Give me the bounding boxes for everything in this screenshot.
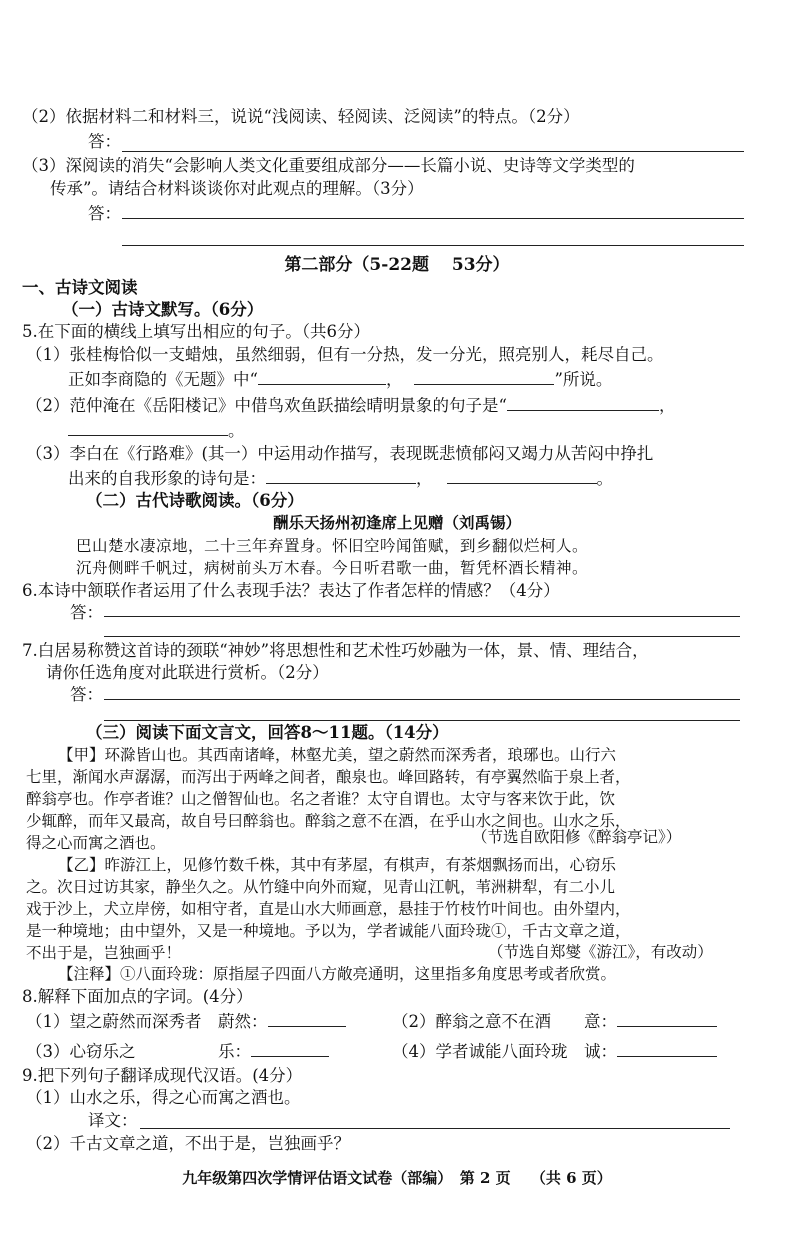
passage-yi-line1: 【乙】昨游江上，见修竹数千株，其中有茅屋，有棋声，有茶烟飘扬而出，心窃乐	[58, 856, 617, 874]
passage-jia-source: （节选自欧阳修《醉翁亭记》）	[472, 828, 682, 846]
q6-stem: 6.本诗中颔联作者运用了什么表现手法？表达了作者怎样的情感？（4分）	[22, 581, 560, 600]
q5-item1-suffix: ”所说。	[554, 370, 613, 389]
passage-yi-line3: 戏于沙上，犬立岸傍，如相守者，直是山水大师画意，悬挂于竹枝竹叶间也。由外望内，	[26, 900, 631, 918]
page-footer: 九年级第四次学情评估语文试卷（部编） 第 2 页 （共 6 页）	[182, 1169, 612, 1187]
q5-item3-line2	[68, 467, 613, 490]
q7-line2: 请你任选角度对此联进行赏析。（2分）	[46, 663, 329, 682]
fill-blank[interactable]	[258, 368, 386, 385]
q8-item3-label: （3）心窃乐之 乐：	[26, 1042, 251, 1061]
period: 。	[228, 421, 245, 440]
q9-sentence2: （2）千古文章之道，不出于是，岂独画乎？	[26, 1134, 350, 1153]
passage-jia-line5: 得之心而寓之酒也。	[26, 834, 166, 852]
q9-sentence1: （1）山水之乐，得之心而寓之酒也。	[26, 1088, 301, 1107]
answer-line	[104, 720, 740, 721]
answer-line	[104, 699, 740, 700]
q8-item3	[26, 1040, 329, 1063]
q5-item3-prefix: 出来的自我形象的诗句是：	[68, 469, 266, 488]
q9-translation-label: 译文：	[88, 1111, 138, 1130]
q8-item4-label: （4）学者诚能八面玲珑 诚：	[392, 1042, 617, 1061]
answer-line	[140, 1128, 730, 1129]
fill-blank[interactable]	[617, 1040, 717, 1057]
section1-heading: 一、古诗文阅读	[22, 278, 138, 297]
fill-blank[interactable]	[447, 467, 597, 484]
q7-answer-label: 答：	[70, 685, 103, 704]
passage-yi-line2: 之。次日过访其家，静坐久之。从竹缝中向外而窥，见青山江帆，苇洲耕犁，有二小儿	[26, 878, 616, 896]
annotation-note: 【注释】①八面玲珑：原指屋子四面八方敞亮通明，这里指多角度思考或者欣赏。	[58, 965, 617, 983]
comma: ，	[658, 396, 676, 415]
q8-item2-label: （2）醉翁之意不在酒 意：	[392, 1012, 617, 1031]
passage-jia-line4: 少辄醉，而年又最高，故自号曰醉翁也。醉翁之意不在酒，在乎山水之间也。山水之乐，	[26, 812, 631, 830]
answer-line	[104, 616, 740, 617]
q9-stem: 9.把下列句子翻译成现代汉语。(4分）	[22, 1066, 303, 1085]
q5-item1-line1: （1）张桂梅恰似一支蜡烛，虽然细弱，但有一分热，发一分光，照亮别人，耗尽自己。	[26, 345, 664, 364]
q8-stem: 8.解释下面加点的字词。(4分）	[22, 987, 253, 1006]
q7-line1: 7.白居易称赞这首诗的颈联“神妙”将思想性和艺术性巧妙融为一体，景、情、理结合，	[22, 641, 649, 660]
subsection1-heading: （一）古诗文默写。（6分）	[62, 300, 264, 319]
answer-line	[122, 151, 744, 152]
poem-line2: 沉舟侧畔千帆过，病树前头万木春。今日听君歌一曲，暂凭杯酒长精神。	[76, 559, 589, 577]
period: 。	[596, 469, 613, 488]
fill-blank[interactable]	[251, 1040, 329, 1057]
q8-item1-label: （1）望之蔚然而深秀者 蔚然：	[26, 1012, 268, 1031]
passage-jia-line3: 醉翁亭也。作亭者谁？山之僧智仙也。名之者谁？太守自谓也。太守与客来饮于此，饮	[26, 790, 616, 808]
comma: ，	[385, 370, 403, 389]
q5-item1-line2	[68, 368, 612, 391]
q8-item4	[392, 1040, 717, 1063]
q5-item2-line2	[68, 419, 245, 442]
q4-item3-answer-label: 答：	[88, 204, 121, 223]
answer-line	[122, 218, 744, 219]
q6-answer-label: 答：	[70, 603, 103, 622]
answer-line	[104, 636, 740, 637]
fill-blank[interactable]	[507, 394, 659, 411]
q8-item2	[392, 1010, 717, 1033]
q5-item3-line1: （3）李白在《行路难》(其一）中运用动作描写，表现既悲愤郁闷又竭力从苦闷中挣扎	[26, 444, 654, 463]
fill-blank[interactable]	[266, 467, 416, 484]
fill-blank[interactable]	[68, 419, 228, 436]
q4-item3-line1: （3）深阅读的消失“会影响人类文化重要组成部分——长篇小说、史诗等文学类型的	[22, 156, 635, 175]
passage-yi-source: （节选自郑燮《游江》，有改动）	[488, 943, 713, 961]
passage-yi-line4: 是一种境地；由中望外，又是一种境地。予以为，学者诚能八面玲珑①，千古文章之道，	[26, 922, 631, 940]
passage-jia-line2: 七里，渐闻水声潺潺，而泻出于两峰之间者，酿泉也。峰回路转，有亭翼然临于泉上者，	[26, 768, 631, 786]
q5-item2-line1	[26, 394, 675, 417]
part2-title: 第二部分（5-22题 53分）	[284, 255, 510, 275]
q8-item1	[26, 1010, 346, 1033]
passage-jia-line1: 【甲】环滁皆山也。其西南诸峰，林壑尤美，望之蔚然而深秀者，琅琊也。山行六	[58, 746, 617, 764]
poem-title: 酬乐天扬州初逢席上见赠（刘禹锡）	[272, 513, 521, 532]
q4-item2-answer-label: 答：	[88, 132, 121, 151]
q5-item2-prefix: （2）范仲淹在《岳阳楼记》中借鸟欢鱼跃描绘晴明景象的句子是“	[26, 396, 507, 415]
subsection3-heading: （三）阅读下面文言文，回答8～11题。（14分）	[86, 723, 449, 742]
passage-yi-line5: 不出于是，岂独画乎！	[26, 944, 182, 962]
fill-blank[interactable]	[617, 1010, 717, 1027]
fill-blank[interactable]	[414, 368, 554, 385]
poem-line1: 巴山楚水凄凉地，二十三年弃置身。怀旧空吟闻笛赋，到乡翻似烂柯人。	[76, 537, 589, 555]
q4-item3-line2: 传承”。请结合材料谈谈你对此观点的理解。（3分）	[50, 179, 424, 198]
comma: ，	[416, 469, 433, 488]
fill-blank[interactable]	[268, 1010, 346, 1027]
q5-stem: 5.在下面的横线上填写出相应的句子。（共6分）	[22, 322, 370, 341]
q5-item1-prefix: 正如李商隐的《无题》中“	[68, 370, 258, 389]
subsection2-heading: （二）古代诗歌阅读。（6分）	[86, 491, 304, 510]
q4-item2: （2）依据材料二和材料三，说说“浅阅读、轻阅读、泛阅读”的特点。（2分）	[22, 107, 580, 126]
answer-line	[122, 245, 744, 246]
